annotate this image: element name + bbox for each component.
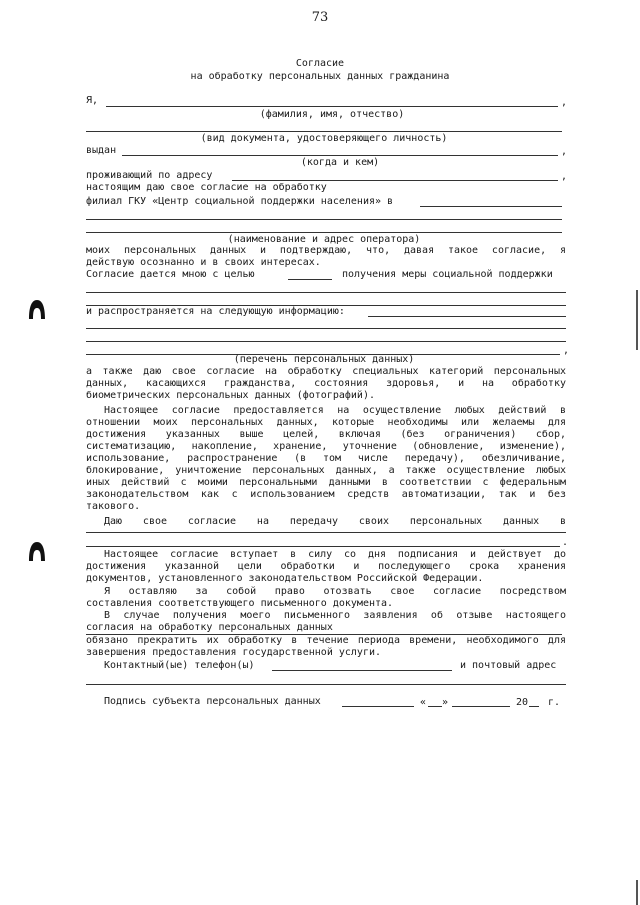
branch-label: филиал ГКУ «Центр социальной поддержки населения» в [86, 196, 394, 207]
postal-line[interactable] [86, 684, 566, 685]
when-who-caption: (когда и кем) [300, 157, 380, 168]
comma: , [561, 146, 568, 157]
info-label: и распространяется на следующую информацию: [86, 306, 345, 317]
body-line: Даю свое согласие на передачу своих персональных данных в [104, 516, 566, 527]
body-line: документов, установленного законодательством Российской Федерации. [86, 573, 484, 584]
hole-punch-mark [28, 298, 46, 320]
year-line[interactable] [529, 706, 539, 707]
title-line-1: Согласие [295, 58, 345, 69]
body-line: составления соответствующего письменного документа. [86, 598, 394, 609]
address-line[interactable] [232, 180, 558, 181]
signature-label: Подпись субъекта персональных данных [104, 696, 321, 707]
info-line-2[interactable] [86, 328, 566, 329]
body-line: Я оставляю за собой право отозвать свое согласие посредством [104, 586, 566, 597]
body-line: действую осознанно и в своих интересах. [86, 257, 321, 268]
info-line-1[interactable] [368, 316, 566, 317]
body-line: достижения указанных выше целей, включая (без ограничения) сбор, [86, 429, 566, 440]
comma: , [563, 345, 570, 356]
body-line: Настоящее согласие вступает в силу со дня подписания и действует до [104, 549, 566, 560]
postal-label: и почтовый адрес [460, 660, 557, 671]
body-line: завершения предоставления государственной услуги. [86, 647, 382, 658]
info-line-3[interactable] [86, 341, 566, 342]
body-line: В случае получения моего письменного заявления об отзыве настоящего [104, 610, 566, 621]
title-line-2: на обработку персональных данных гражданина [190, 71, 450, 82]
operator-line-2[interactable] [86, 232, 562, 233]
branch-line[interactable] [420, 206, 562, 207]
address-label: проживающий по адресу [86, 170, 213, 181]
year-prefix: 20 [516, 697, 529, 708]
date-open-quote: « [420, 697, 427, 708]
body-line: а также даю свое согласие на обработку специальных категорий персональных [86, 366, 566, 377]
issued-line[interactable] [122, 155, 558, 156]
purpose-short-line[interactable] [288, 279, 332, 280]
body-line: данных, касающихся гражданства, состояния здоровья, и на обработку [86, 378, 566, 389]
list-caption: (перечень персональных данных) [233, 354, 415, 365]
operator-line-1[interactable] [86, 219, 562, 220]
month-line[interactable] [452, 706, 510, 707]
body-line: отношении моих персональных данных, которые необходимы или желаемы для [86, 417, 566, 428]
body-line: систематизацию, накопление, хранение, уточнение (обновление, изменение), [86, 441, 566, 452]
document-line[interactable] [86, 131, 562, 132]
date-close-quote: » [442, 697, 449, 708]
transfer-line-2[interactable] [86, 546, 560, 547]
purpose-label: Согласие дается мною с целью [86, 269, 255, 280]
body-line: моих персональных данных и подтверждаю, что, давая такое согласие, я [86, 245, 566, 256]
body-line: использование, распространение (в том числе передачу), обезличивание, [86, 453, 566, 464]
body-line: блокирование, уничтожение персональных данных, а также осуществление любых [86, 465, 566, 476]
phone-line[interactable] [272, 670, 452, 671]
hole-punch-mark [28, 540, 46, 562]
scan-edge-mark [636, 880, 638, 905]
body-line: такового. [86, 501, 141, 512]
consent-line: настоящим даю свое согласие на обработку [86, 182, 327, 193]
page-number: 73 [311, 10, 329, 25]
body-line: согласия на обработку персональных данных [86, 622, 333, 633]
operator-caption: (наименование и адрес оператора) [227, 234, 421, 245]
body-line: иных действий с моими персональными данными в соответствии с федеральным [86, 477, 566, 488]
year-suffix: г. [548, 697, 561, 708]
document-caption: (вид документа, удостоверяющего личность) [200, 133, 448, 144]
body-line: Настоящее согласие предоставляется на осуществление любых действий в [104, 405, 566, 416]
comma: , [561, 97, 568, 108]
body-line: биометрических персональных данных (фотографий). [86, 390, 375, 401]
fio-caption: (фамилия, имя, отчество) [259, 109, 405, 120]
comma: , [561, 171, 568, 182]
period: . [562, 537, 569, 548]
vydan-label: выдан [86, 145, 117, 156]
signature-line[interactable] [342, 706, 414, 707]
transfer-line-1[interactable] [86, 532, 566, 533]
ya-label: Я, [86, 95, 99, 106]
fio-line[interactable] [106, 106, 558, 107]
purpose-line-2[interactable] [86, 292, 566, 293]
phone-label: Контактный(ые) телефон(ы) [104, 660, 255, 671]
scan-edge-mark [636, 290, 638, 350]
day-line[interactable] [428, 706, 442, 707]
purpose-value: получения меры социальной поддержки [342, 269, 553, 280]
body-line: законодательством как с использованием средств автоматизации, так и без [86, 489, 566, 500]
body-line: обязано прекратить их обработку в течение периода времени, необходимого для [86, 635, 566, 646]
body-line: достижения указанной цели обработки и последующего срока хранения [86, 561, 566, 572]
